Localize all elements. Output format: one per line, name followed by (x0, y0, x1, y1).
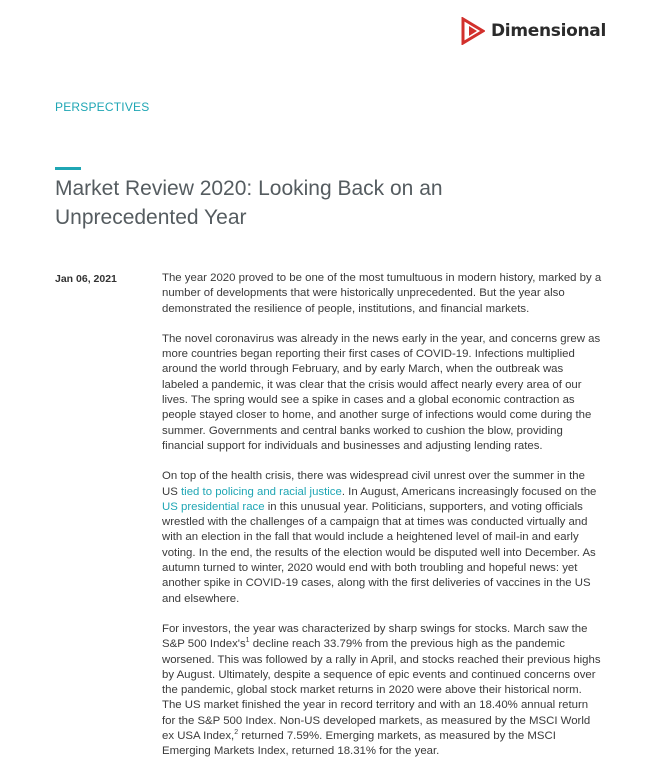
article-body (162, 271, 602, 775)
paragraph-unrest (162, 469, 602, 607)
brand-name: Dimensional (491, 21, 607, 41)
paragraph-text: For investors, the year was characterized by sharp swings for stocks. March saw the S&P 500 Index's (162, 622, 588, 651)
paragraph-text: in this unusual year. Politicians, supporters, and voting officials wrestled with the challenges of a campaign that at times was conducted virtually and with an election in the fall that would include a heightened level of mail-in and early voting. In the end, the results of the election would be disputed well into December. As autumn turned to winter, 2020 would end with both troubling and hopeful news: yet another spike in COVID-19 cases, along with the first deliveries of vaccines in the US and elsewhere. (162, 500, 596, 605)
paragraph-coronavirus: The novel coronavirus was already in the news early in the year, and concerns grew as more countries began reporting their first cases of COVID-19. Infections multiplied around the world through February, and by early March, when the outbreak was labeled a pandemic, it was clear that the crisis would affect nearly every area of our lives. The spring would see a spike in cases and a global economic contraction as people stayed closer to home, and another surge of infections would come during the summer. Governments and central banks worked to cushion the blow, providing financial support for individuals and businesses and adjusting lending rates. (162, 332, 601, 452)
title-accent-bar (55, 167, 81, 170)
paragraph-intro: The year 2020 proved to be one of the most tumultuous in modern history, marked by a number of developments that were historically unprecedented. But the year also demonstrated the resilience of people, institutions, and financial markets. (162, 272, 602, 315)
publish-date: Jan 06, 2021 (55, 273, 117, 285)
link-policing-racial-justice[interactable]: tied to policing and racial justice (181, 485, 342, 498)
page-title: Market Review 2020: Looking Back on an Unprecedented Year (55, 177, 443, 229)
footnote-ref-2[interactable]: 2 (234, 729, 239, 737)
paragraph-text: On top of the health crisis, there was widespread civil unrest over the summer in the US (162, 470, 585, 498)
brand-logo[interactable] (461, 16, 606, 46)
paragraph-text: decline reach 33.79% from the previous high as the pandemic worsened. This was followed by a rally in April, and stocks reached their previous highs by August. Ultimately, despite a sequence of epic events and continued concerns over the pandemic, global stock market returns in 2020 were above their historical norm. The US market finished the year in record territory and with an 18.40% annual return for the S&P 500 Index. Non-US developed markets, as measured by the MSCI World ex USA Index, (162, 638, 601, 743)
paragraph-text: returned 7.59%. Emerging markets, as measured by the MSCI Emerging Markets Index, returned 18.31% for the year. (162, 730, 556, 758)
link-us-presidential-race[interactable]: US presidential race (162, 500, 265, 513)
section-kicker[interactable]: PERSPECTIVES (55, 100, 150, 114)
dimensional-logo-icon (461, 17, 485, 45)
paragraph-text: . In August, Americans increasingly focused on the (341, 485, 597, 498)
paragraph-investors (162, 622, 602, 760)
footnote-ref-1[interactable]: 1 (245, 637, 250, 645)
